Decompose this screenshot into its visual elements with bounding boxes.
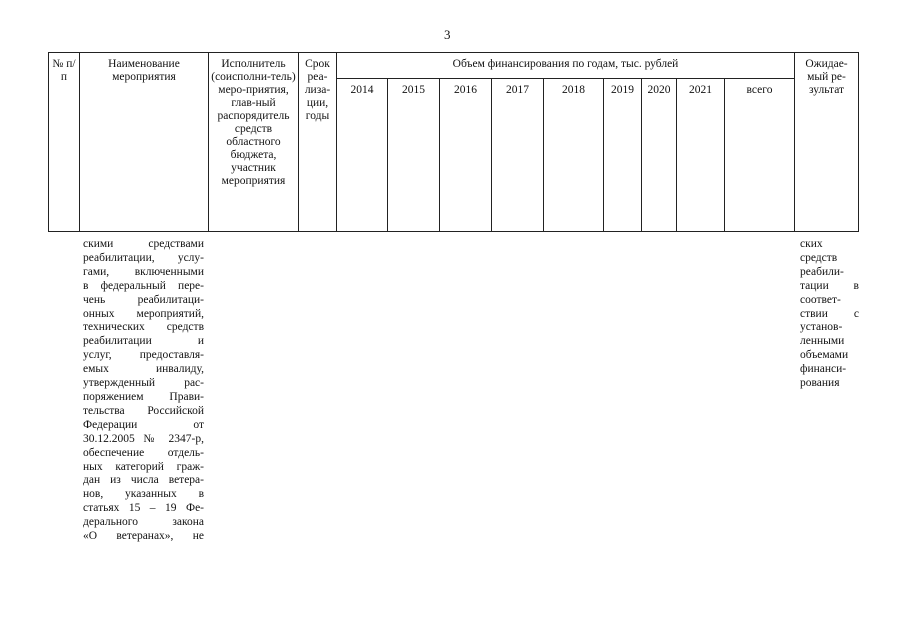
name-line: онных мероприятий, (83, 307, 204, 320)
name-line: скими средствами (83, 238, 204, 250)
result-line: ствии с (800, 307, 859, 320)
name-line: технических средств (83, 321, 204, 334)
name-line: тельства Российской (83, 404, 204, 417)
result-line: реабили- (800, 265, 844, 278)
header-executor: Исполнитель (соисполни-тель) меро-приятия, глав-ный распорядитель средств областного бюджета, участник мероприятия (209, 53, 299, 232)
result-line: объемами (800, 349, 849, 362)
name-line: дан из числа ветера- (83, 474, 204, 487)
result-line: средств (800, 251, 838, 264)
expected-result-text (800, 238, 859, 391)
header-table (48, 52, 859, 232)
name-line: дерального закона (83, 516, 204, 529)
year-2021: 2021 (677, 79, 725, 232)
year-total: всего (725, 79, 795, 232)
name-line: ных категорий граж- (83, 460, 204, 473)
header-name: Наименование мероприятия (80, 53, 209, 232)
header-result: Ожидае-мый ре-зультат (795, 53, 859, 232)
year-2016: 2016 (440, 79, 492, 232)
result-line: соответ- (800, 293, 841, 306)
name-line: поряжением Прави- (83, 390, 204, 403)
header-term: Срок реа-лиза-ции, годы (299, 53, 337, 232)
name-line: реабилитации и (83, 335, 204, 348)
page-number: 3 (444, 27, 451, 42)
name-line: в федеральный пере- (83, 279, 204, 292)
result-line: тации в (800, 279, 859, 292)
name-line: 30.12.2005 № 2347-р, (83, 432, 204, 445)
name-line: нов, указанных в (83, 488, 204, 501)
result-line: ских (800, 238, 823, 250)
year-2017: 2017 (492, 79, 544, 232)
year-2020: 2020 (642, 79, 677, 232)
year-2018: 2018 (544, 79, 604, 232)
result-line: установ- (800, 321, 843, 334)
year-2019: 2019 (604, 79, 642, 232)
name-line: емых инвалиду, (83, 363, 204, 376)
name-line: реабилитации, услу- (83, 251, 204, 264)
result-line: финанси- (800, 363, 847, 376)
name-line: гами, включенными (83, 265, 204, 278)
year-2015: 2015 (388, 79, 440, 232)
name-line: Федерации от (83, 418, 204, 431)
name-line: «О ветеранах», не (83, 530, 204, 543)
year-2014: 2014 (337, 79, 388, 232)
result-line: рования (800, 377, 840, 390)
measure-name-text (83, 238, 204, 544)
name-line: статьях 15 – 19 Фе- (83, 502, 204, 515)
name-line: обеспечение отдель- (83, 446, 204, 459)
header-funding: Объем финансирования по годам, тыс. рублей (337, 53, 795, 79)
name-line: чень реабилитаци- (83, 293, 204, 306)
name-line: утвержденный рас- (83, 377, 204, 390)
result-line: ленными (800, 335, 845, 348)
header-num: № п/п (49, 53, 80, 232)
name-line: услуг, предоставля- (83, 349, 204, 362)
